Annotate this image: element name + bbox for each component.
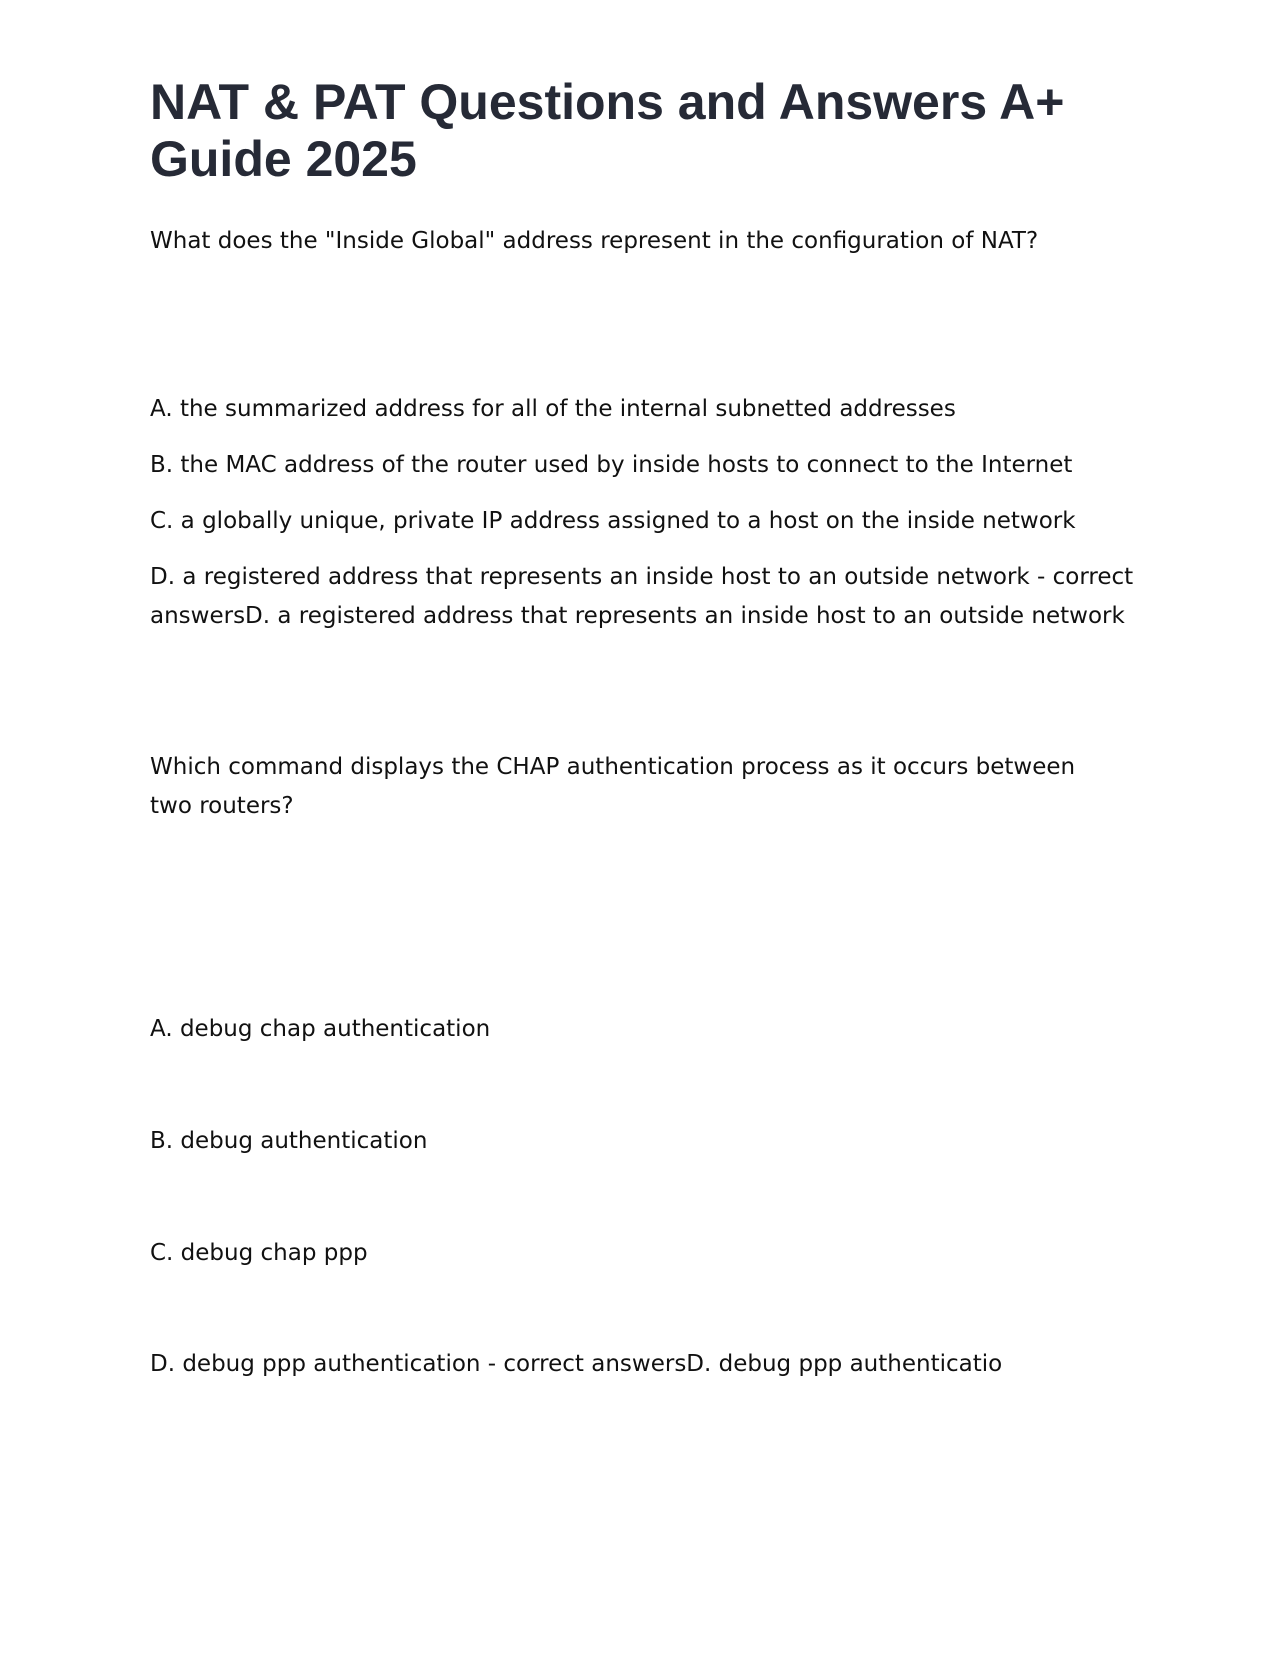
document-page [150, 0, 1140, 1656]
question-1-option-c: C. a globally unique, private IP address assigned to a host on the inside network [150, 508, 1076, 534]
question-1-option-a: A. the summarized address for all of the internal subnetted addresses [150, 396, 956, 422]
question-1-option-d-answer: D. a registered address that represents an inside host to an outside network - correct answersD. a registered address that represents an inside host to an outside network [150, 564, 1134, 629]
question-1-option-b: B. the MAC address of the router used by inside hosts to connect to the Internet [150, 452, 1073, 478]
question-2-option-c: C. debug chap ppp [150, 1240, 368, 1266]
question-2-text: Which command displays the CHAP authentication process as it occurs between two routers? [150, 754, 1076, 819]
document-title: NAT & PAT Questions and Answers A+ Guide 2025 [150, 74, 1065, 187]
question-1-text: What does the "Inside Global" address represent in the configuration of NAT? [150, 228, 1039, 254]
question-2-option-b: B. debug authentication [150, 1128, 428, 1154]
question-2-option-d-answer: D. debug ppp authentication - correct answersD. debug ppp authenticatio [150, 1351, 1003, 1377]
question-2-option-a: A. debug chap authentication [150, 1016, 491, 1042]
